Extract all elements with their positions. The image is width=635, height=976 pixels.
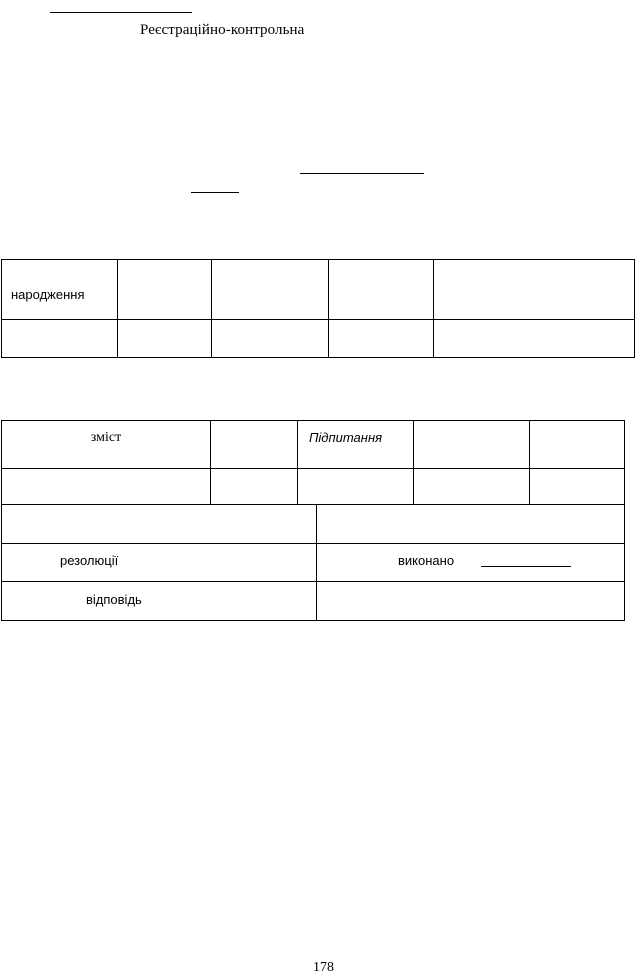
top-rule: [50, 12, 192, 13]
content-cell: [2, 421, 211, 469]
resolution-table: [1, 504, 625, 621]
card-title: Реєстраційно-контрольна: [140, 22, 305, 38]
resolution-label: резолюції: [60, 552, 119, 568]
birth-cell: [2, 260, 118, 320]
header-cell-3: [212, 260, 329, 320]
doc-data-cell-1[interactable]: [2, 469, 211, 505]
signed-cell: [298, 421, 414, 469]
doc-header-cell-5: [530, 421, 625, 469]
doc-data-cell-2[interactable]: [211, 469, 298, 505]
birth-label: народження: [11, 287, 85, 302]
header-cell-4: [329, 260, 434, 320]
data-cell-3[interactable]: [212, 320, 329, 358]
data-cell-1[interactable]: [2, 320, 118, 358]
done-cell: [317, 543, 625, 581]
resolution-cell: [2, 543, 317, 581]
header-cell-2: [118, 260, 212, 320]
header-cell-5: [434, 260, 635, 320]
data-cell-5[interactable]: [434, 320, 635, 358]
person-table: [1, 259, 635, 358]
doc-data-cell-3[interactable]: [298, 469, 414, 505]
answer-label: відповідь: [86, 591, 142, 607]
content-label: зміст: [90, 430, 122, 445]
doc-data-cell-5[interactable]: [530, 469, 625, 505]
doc-header-cell-2: [211, 421, 298, 469]
document-table: [1, 420, 625, 505]
resolution-blank-left[interactable]: [2, 504, 317, 543]
resolution-blank-right[interactable]: [317, 504, 625, 543]
answer-blank-cell[interactable]: [317, 581, 625, 620]
done-blank-line: [481, 566, 571, 567]
blank-line-2: [191, 192, 239, 193]
data-cell-2[interactable]: [118, 320, 212, 358]
blank-line-1: [300, 173, 424, 174]
answer-cell: [2, 581, 317, 620]
doc-header-cell-4: [414, 421, 530, 469]
signed-label: Підпитання: [309, 430, 383, 445]
data-cell-4[interactable]: [329, 320, 434, 358]
done-label: виконано: [398, 552, 455, 568]
page-number: 178: [313, 960, 334, 975]
doc-data-cell-4[interactable]: [414, 469, 530, 505]
